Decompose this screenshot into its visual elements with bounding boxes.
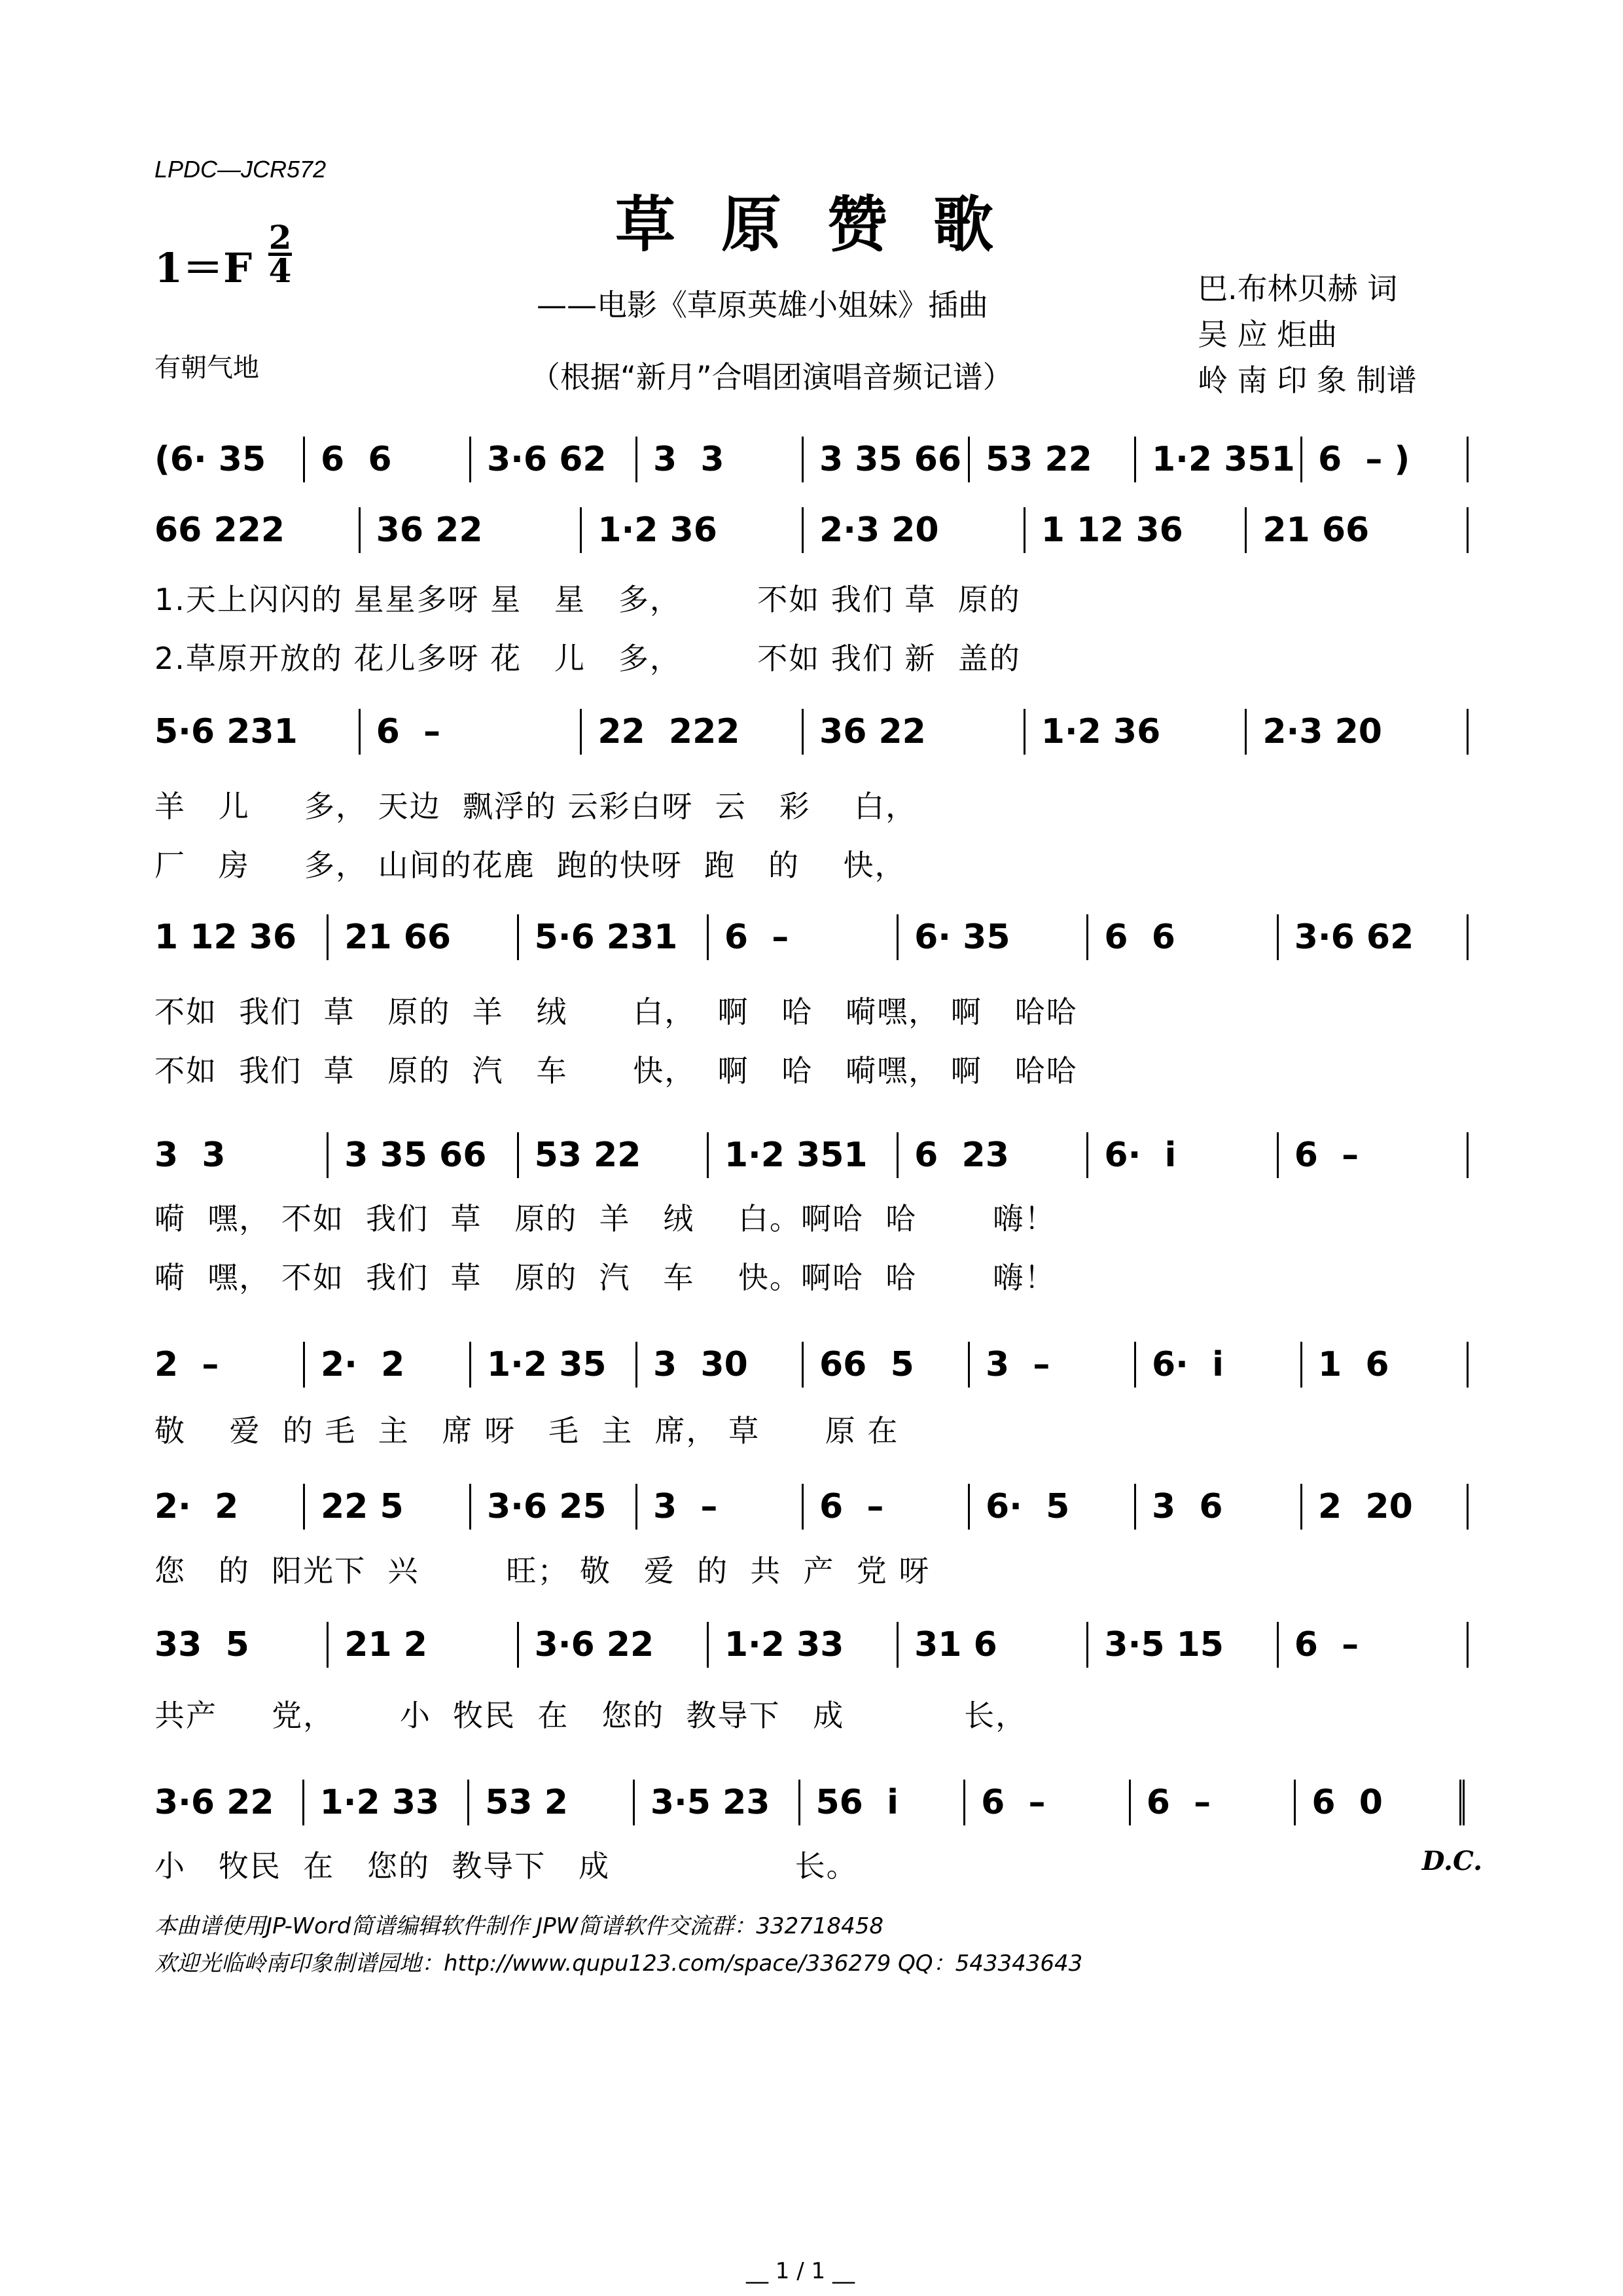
measure: 1·2 33: [707, 1622, 897, 1668]
measure: 1·2 351: [707, 1132, 897, 1178]
measure: 6 6: [1086, 914, 1276, 960]
measure: 21 66: [327, 914, 516, 960]
barline: [1467, 914, 1469, 960]
measure: 3 35 66: [327, 1132, 516, 1178]
meter-bottom: 4: [268, 251, 292, 290]
time-signature: [268, 218, 292, 290]
measure: 6 6: [303, 437, 469, 482]
measure: 3·6 25: [469, 1484, 635, 1530]
barline: [1467, 437, 1469, 482]
measure: 6 23: [897, 1132, 1086, 1178]
barline: [1467, 1342, 1469, 1388]
measure: 3·6 22: [154, 1783, 274, 1822]
measure: 1·2 33: [302, 1780, 468, 1825]
song-title: 草原赞歌: [615, 189, 1040, 260]
measure: 6 –: [359, 709, 580, 755]
measure: 3·6 62: [469, 437, 635, 482]
measure: 6 –: [802, 1484, 968, 1530]
measure: 21 66: [1245, 507, 1467, 553]
measure: 2 20: [1300, 1484, 1467, 1530]
barline: [1467, 709, 1469, 755]
measure: 53 22: [968, 437, 1134, 482]
key-signature: 1＝F: [154, 244, 253, 292]
lyric-line: 您 的 阳光下 兴 旺； 敬 爱 的 共 产 党 呀: [154, 1553, 931, 1588]
measure: 36 22: [359, 507, 580, 553]
measure: 36 22: [802, 709, 1024, 755]
measure: 2·3 20: [1245, 709, 1467, 755]
lyric-line: 厂 房 多， 山间的花鹿 跑的快呀 跑 的 快，: [154, 848, 906, 883]
tempo-marking: 有朝气地: [154, 353, 259, 383]
composer: 吴 应 炬曲: [1198, 317, 1338, 352]
measure: 6 –: [1277, 1132, 1467, 1178]
measure: 6· i: [1086, 1132, 1276, 1178]
measure: 6· 5: [968, 1484, 1134, 1530]
measure: 66 222: [154, 511, 285, 550]
measure: 3 –: [635, 1484, 802, 1530]
barline: [1459, 1780, 1469, 1825]
measure: 31 6: [897, 1622, 1086, 1668]
notation-row: [154, 504, 1469, 556]
measure: 3 6: [1134, 1484, 1300, 1530]
measure: 5·6 231: [517, 914, 707, 960]
measure: 3 30: [635, 1342, 802, 1388]
measure: 6 –: [963, 1780, 1129, 1825]
notation-row: [154, 1776, 1469, 1829]
measure: 53 2: [467, 1780, 633, 1825]
measure: 3·5 23: [633, 1780, 798, 1825]
measure: 66 5: [802, 1342, 968, 1388]
measure: 53 22: [517, 1132, 707, 1178]
notation-row: [154, 1619, 1469, 1671]
measure: 2· 2: [303, 1342, 469, 1388]
lyric-line: 2.草原开放的 花儿多呀 花 儿 多， 不如 我们 新 盖的: [154, 641, 1021, 676]
measure: 1·2 36: [1024, 709, 1245, 755]
lyric-line: 敬 爱 的 毛 主 席 呀 毛 主 席， 草 原 在: [154, 1413, 899, 1448]
lyric-line: 嗬 嘿， 不如 我们 草 原的 汽 车 快。啊哈 哈 嗨！: [154, 1260, 1056, 1295]
barline: [1467, 507, 1469, 553]
measure: 3·6 22: [517, 1622, 707, 1668]
barline: [1467, 1132, 1469, 1178]
meter-top: 2: [268, 218, 292, 257]
measure: 22 5: [303, 1484, 469, 1530]
measure: 3·5 15: [1086, 1622, 1276, 1668]
notation-row: [154, 1338, 1469, 1391]
footer-line-1: 本曲谱使用JP-Word简谱编辑软件制作 JPW简谱软件交流群：332718458: [154, 1913, 883, 1939]
lyric-line: 1.天上闪闪的 星星多呀 星 星 多， 不如 我们 草 原的: [154, 582, 1021, 617]
measure: 1 12 36: [154, 918, 297, 957]
measure: 2·3 20: [802, 507, 1024, 553]
measure: (6· 35: [154, 440, 266, 479]
score-code: LPDC—JCR572: [154, 156, 327, 183]
notation-row: [154, 1129, 1469, 1181]
subtitle: ——电影《草原英雄小姐妹》插曲: [537, 287, 988, 323]
lyric-line: 共产 党， 小 牧民 在 您的 教导下 成 长，: [154, 1698, 1027, 1733]
measure: 1·2 351: [1134, 437, 1300, 482]
measure: 3 35 66: [802, 437, 968, 482]
measure: 1 6: [1300, 1342, 1467, 1388]
measure: 3 3: [635, 437, 802, 482]
measure: 1 12 36: [1024, 507, 1245, 553]
notation-row: [154, 1480, 1469, 1533]
measure: 6 –: [1129, 1780, 1294, 1825]
measure: 3 3: [154, 1136, 226, 1175]
measure: 3·6 62: [1277, 914, 1467, 960]
notation-row: [154, 706, 1469, 758]
da-capo-marking: D.C.: [1421, 1846, 1482, 1876]
measure: 1·2 35: [469, 1342, 635, 1388]
measure: 6· 35: [897, 914, 1086, 960]
lyric-line: 小 牧民 在 您的 教导下 成 长。: [154, 1848, 858, 1884]
barline: [1467, 1622, 1469, 1668]
measure: 6· i: [1134, 1342, 1300, 1388]
measure: 21 2: [327, 1622, 516, 1668]
page-number: __ 1 / 1 __: [746, 2258, 855, 2284]
measure: 1·2 36: [580, 507, 802, 553]
notation-row: [154, 433, 1469, 486]
lyric-line: 羊 儿 多， 天边 飘浮的 云彩白呀 云 彩 白，: [154, 789, 918, 824]
measure: 22 222: [580, 709, 802, 755]
measure: 6 –: [1277, 1622, 1467, 1668]
measure: 6 –: [707, 914, 897, 960]
footer-line-2: 欢迎光临岭南印象制谱园地：http://www.qupu123.com/space/336279 QQ：543343643: [154, 1950, 1083, 1977]
lyricist: 巴.布林贝赫 词: [1198, 271, 1398, 306]
measure: 56 i: [798, 1780, 964, 1825]
measure: 3 –: [968, 1342, 1134, 1388]
measure: 2 –: [154, 1345, 219, 1384]
lyric-line: 不如 我们 草 原的 汽 车 快， 啊 哈 嗬嘿， 啊 哈哈: [154, 1053, 1078, 1088]
measure: 5·6 231: [154, 712, 298, 751]
measure: 6 – ): [1300, 437, 1467, 482]
measure: 33 5: [154, 1625, 249, 1664]
arranger: 岭 南 印 象 制谱: [1198, 363, 1417, 398]
notation-row: [154, 911, 1469, 963]
source-note: （根据“新月”合唱团演唱音频记谱）: [530, 359, 1013, 395]
lyric-line: 不如 我们 草 原的 羊 绒 白， 啊 哈 嗬嘿， 啊 哈哈: [154, 994, 1078, 1030]
barline: [1467, 1484, 1469, 1530]
measure: 2· 2: [154, 1487, 239, 1526]
measure: 6 0: [1294, 1780, 1459, 1825]
lyric-line: 嗬 嘿， 不如 我们 草 原的 羊 绒 白。啊哈 哈 嗨！: [154, 1201, 1056, 1236]
